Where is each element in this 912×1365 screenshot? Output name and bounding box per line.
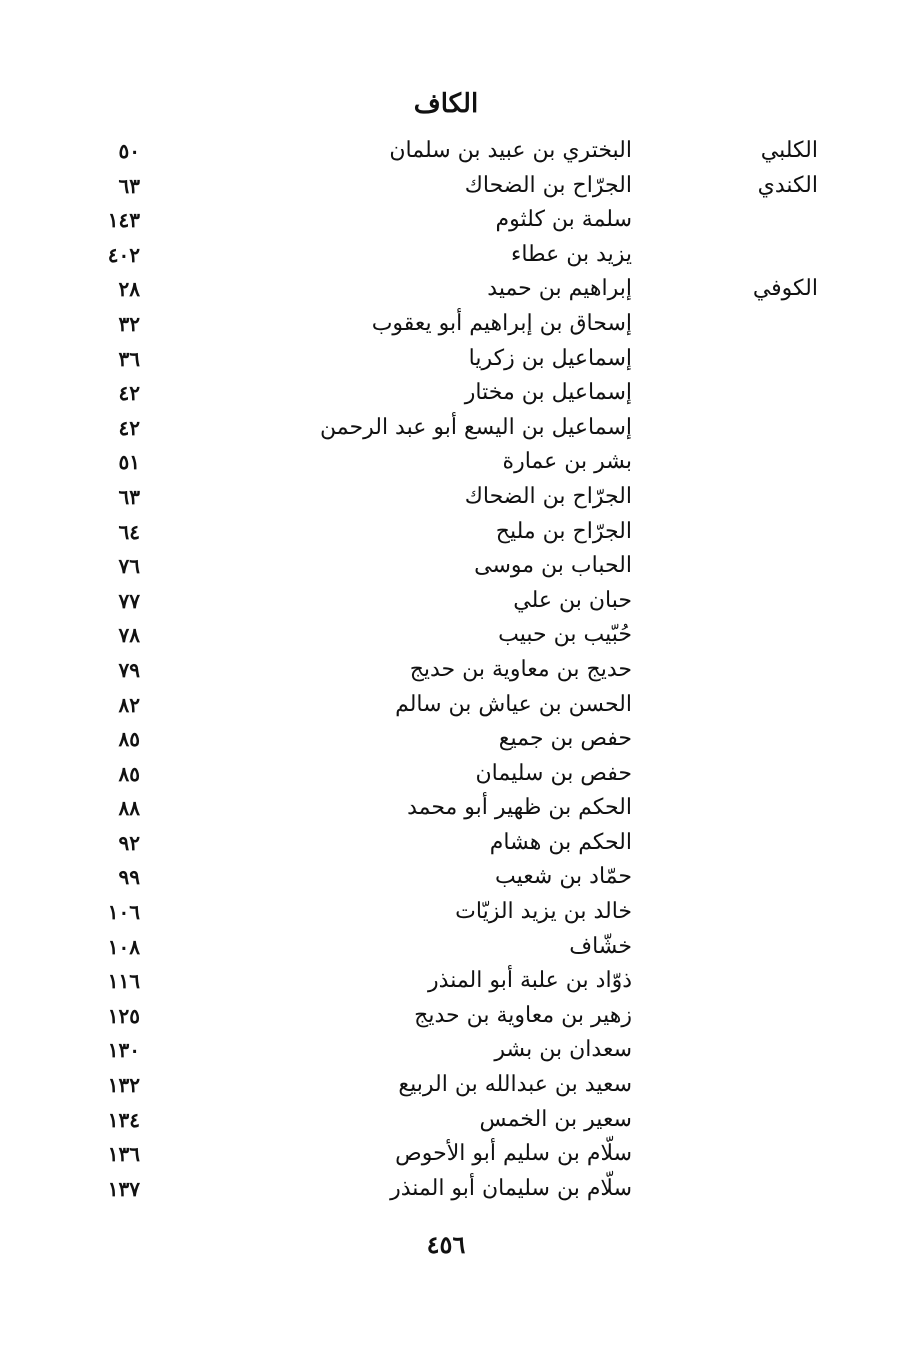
index-entry <box>0 169 912 204</box>
page-number: ٤٥٦ <box>426 1230 466 1259</box>
entry-page-number: ٨٨ <box>118 796 140 821</box>
index-entry <box>0 618 912 653</box>
entry-name: خالد بن يزيد الزيّات <box>455 899 632 925</box>
index-entry <box>0 1137 912 1172</box>
entry-page-number: ١٤٣ <box>107 208 140 233</box>
index-entry <box>0 722 912 757</box>
entry-name: سلمة بن كلثوم <box>495 207 632 233</box>
entry-name: بشر بن عمارة <box>502 449 632 475</box>
entry-page-number: ١٣٢ <box>107 1073 140 1098</box>
entry-page-number: ١٣٧ <box>107 1176 140 1201</box>
entry-page-number: ٣٦ <box>118 346 140 371</box>
index-entry <box>0 342 912 377</box>
entry-name: حُبّيب بن حبيب <box>498 622 632 648</box>
entry-page-number: ٦٣ <box>118 173 140 198</box>
entry-name: إبراهيم بن حميد <box>487 276 632 302</box>
index-entry <box>0 445 912 480</box>
index-entry <box>0 134 912 169</box>
entry-page-number: ٨٥ <box>118 727 140 752</box>
entry-name: الحكم بن ظهير أبو محمد <box>407 795 632 821</box>
index-entry <box>0 688 912 723</box>
entry-page-number: ٨٥ <box>118 761 140 786</box>
index-entry <box>0 653 912 688</box>
entry-nisba: الكلبي <box>760 138 818 163</box>
entry-name: الجرّاح بن الضحاك <box>464 172 632 198</box>
entry-nisba: الكوفي <box>752 276 818 302</box>
entry-name: حمّاد بن شعيب <box>495 864 632 890</box>
section-heading: الكاف <box>413 89 479 119</box>
entry-name: خشّاف <box>569 933 632 959</box>
entry-name: يزيد بن عطاء <box>510 241 632 267</box>
entry-page-number: ٩٩ <box>118 865 140 890</box>
index-entry <box>0 930 912 965</box>
entry-name: زهير بن معاوية بن حديج <box>414 1002 632 1028</box>
entry-name: الجرّاح بن مليح <box>495 518 632 544</box>
index-entry <box>0 1103 912 1138</box>
entry-nisba: الكندي <box>757 172 818 198</box>
index-entry <box>0 480 912 515</box>
entry-page-number: ٦٣ <box>118 484 140 509</box>
index-entry <box>0 411 912 446</box>
entry-name: إسحاق بن إبراهيم أبو يعقوب <box>371 310 632 336</box>
entry-page-number: ٤٢ <box>118 381 140 406</box>
entry-page-number: ٢٨ <box>118 277 140 302</box>
entry-name: الحباب بن موسى <box>474 553 632 579</box>
entry-page-number: ٣٢ <box>118 311 140 336</box>
entry-name: حفص بن سليمان <box>475 760 632 786</box>
index-entry <box>0 964 912 999</box>
entry-page-number: ٨٢ <box>118 692 140 717</box>
entry-page-number: ٤٢ <box>118 415 140 440</box>
entry-name: ذوّاد بن علبة أبو المنذر <box>428 968 632 994</box>
index-entry <box>0 895 912 930</box>
entry-name: سعير بن الخمس <box>479 1106 632 1132</box>
entry-page-number: ٥١ <box>118 450 140 475</box>
index-entry <box>0 515 912 550</box>
index-entry <box>0 376 912 411</box>
entry-name: حديج بن معاوية بن حديج <box>409 656 632 682</box>
entry-page-number: ١٣٦ <box>107 1142 140 1167</box>
entry-name: سعيد بن عبدالله بن الربيع <box>398 1072 632 1098</box>
entry-page-number: ١٣٠ <box>107 1038 140 1063</box>
index-entry <box>0 549 912 584</box>
index-entry <box>0 203 912 238</box>
entry-name: إسماعيل بن اليسع أبو عبد الرحمن <box>320 414 632 440</box>
index-entry <box>0 826 912 861</box>
entry-page-number: ٤٠٢ <box>107 242 140 267</box>
entry-page-number: ٧٩ <box>118 657 140 682</box>
entry-name: الحكم بن هشام <box>489 829 632 855</box>
entry-page-number: ١١٦ <box>107 969 140 994</box>
index-entry <box>0 1068 912 1103</box>
entry-page-number: ٧٧ <box>118 588 140 613</box>
index-entry <box>0 860 912 895</box>
index-entry <box>0 272 912 307</box>
index-entry <box>0 1172 912 1207</box>
entry-page-number: ٦٤ <box>118 519 140 544</box>
entry-page-number: ١٠٨ <box>107 934 140 959</box>
index-entry <box>0 791 912 826</box>
entry-name: سلّام بن سليمان أبو المنذر <box>390 1175 632 1201</box>
entry-page-number: ١٣٤ <box>107 1107 140 1132</box>
index-entry <box>0 238 912 273</box>
entry-page-number: ١٠٦ <box>107 900 140 925</box>
entry-name: إسماعيل بن مختار <box>464 380 632 406</box>
entry-name: الحسن بن عياش بن سالم <box>395 691 632 717</box>
entry-name: حفص بن جميع <box>498 726 632 752</box>
entry-name: الجرّاح بن الضحاك <box>464 483 632 509</box>
index-entry <box>0 584 912 619</box>
entry-page-number: ٧٦ <box>118 554 140 579</box>
entry-page-number: ١٢٥ <box>107 1003 140 1028</box>
entry-page-number: ٧٨ <box>118 623 140 648</box>
index-entry <box>0 1033 912 1068</box>
index-entry <box>0 999 912 1034</box>
index-entry <box>0 757 912 792</box>
entry-name: سلّام بن سليم أبو الأحوص <box>395 1141 632 1167</box>
entry-name: حبان بن علي <box>513 587 632 613</box>
index-entry <box>0 307 912 342</box>
entry-name: البختري بن عبيد بن سلمان <box>389 138 632 163</box>
entry-page-number: ٩٢ <box>118 830 140 855</box>
entry-name: إسماعيل بن زكريا <box>468 345 632 371</box>
entry-page-number: ٥٠ <box>118 139 140 163</box>
index-entries <box>0 134 912 1206</box>
entry-name: سعدان بن بشر <box>494 1037 632 1063</box>
